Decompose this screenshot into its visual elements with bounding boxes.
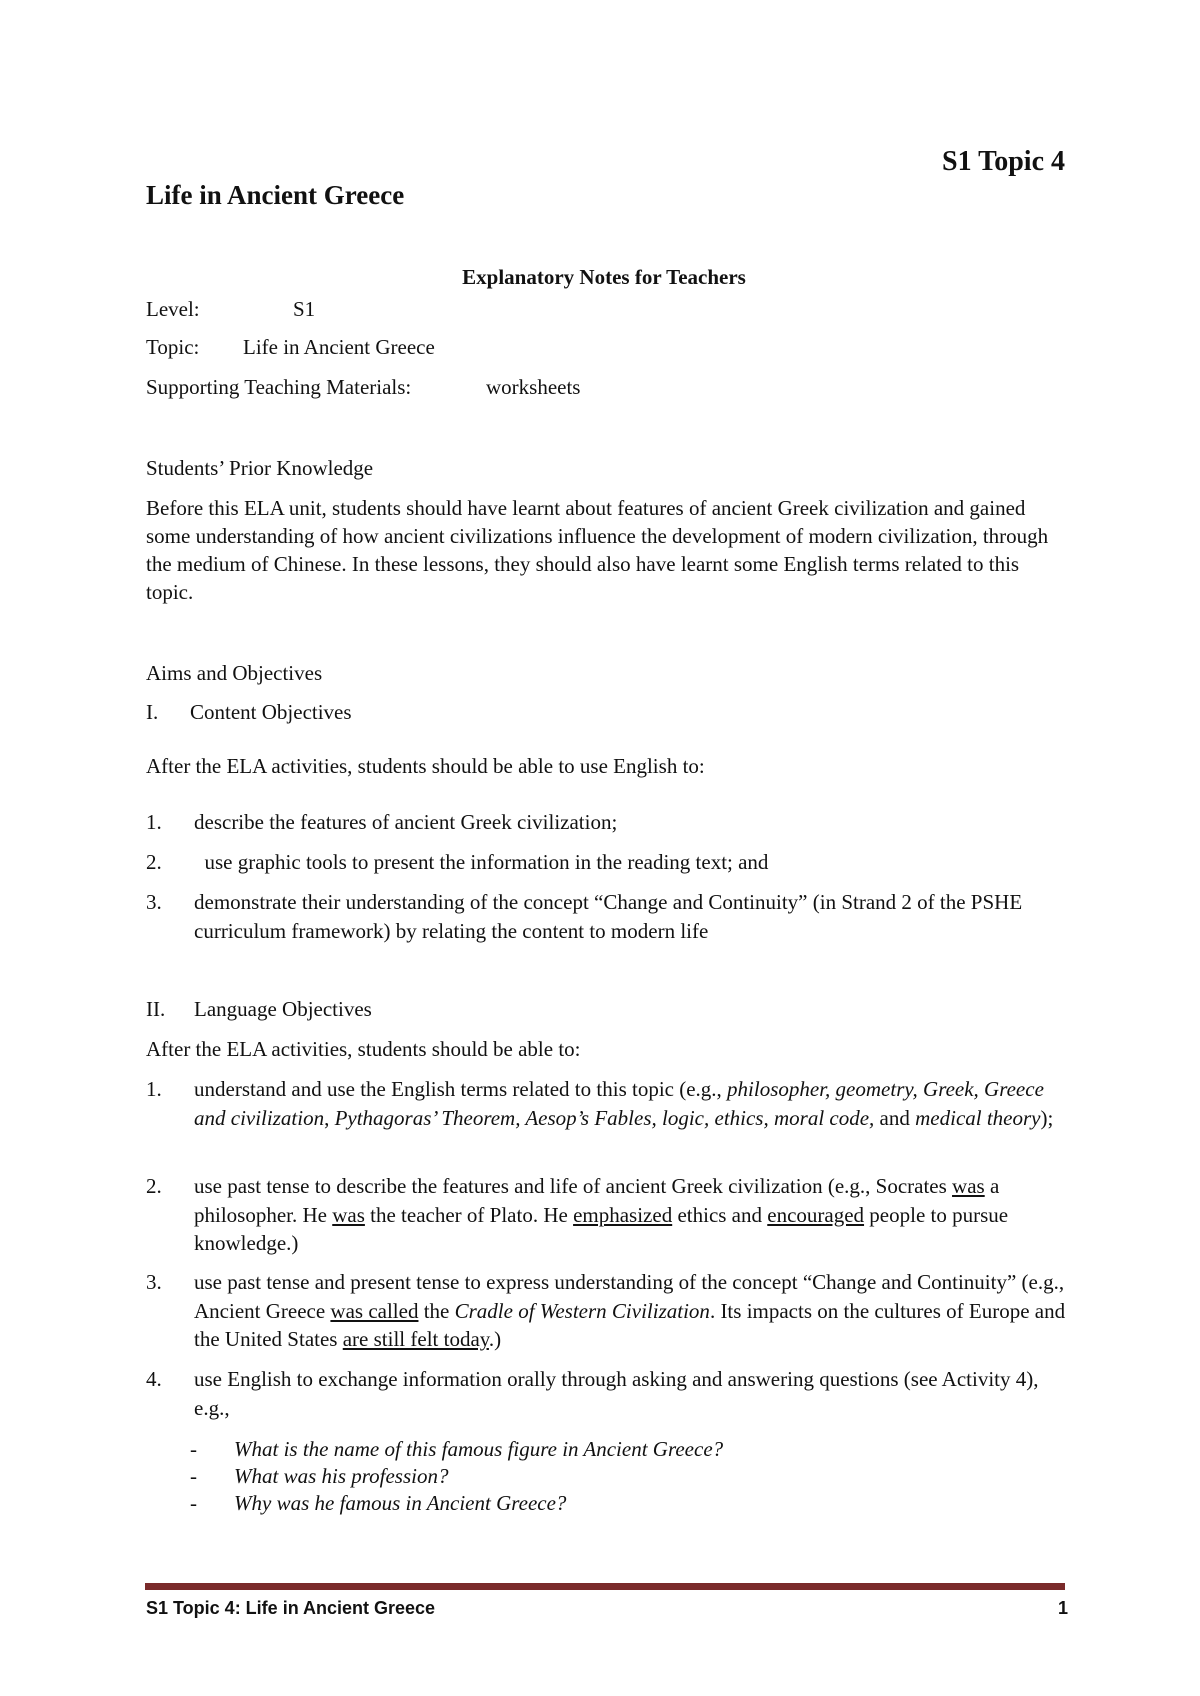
language-objectives-label: Language Objectives xyxy=(194,997,372,1021)
level-label: Level: xyxy=(146,297,200,321)
language-objectives-num: II. xyxy=(146,997,166,1021)
content-intro: After the ELA activities, students should be able to use English to: xyxy=(146,754,705,778)
content-objective-item: 2. use graphic tools to present the information in the reading text; and xyxy=(146,850,769,874)
topic-meta-label: Topic: xyxy=(146,335,200,359)
footer-title: S1 Topic 4: Life in Ancient Greece xyxy=(146,1598,436,1618)
example-question: - What is the name of this famous figure in Ancient Greece? xyxy=(190,1437,724,1461)
example-question: - What was his profession? xyxy=(190,1464,449,1488)
language-objective-item: 4. use English to exchange information orally through asking and answering questions (see Activity 4), e.g., xyxy=(146,1367,1039,1420)
materials-value: worksheets xyxy=(486,375,581,399)
content-objective-item: 1. describe the features of ancient Greek civilization; xyxy=(146,810,618,834)
level-value: S1 xyxy=(293,297,316,321)
prior-knowledge-heading: Students’ Prior Knowledge xyxy=(146,456,374,480)
materials-row xyxy=(146,375,581,400)
document-title: Life in Ancient Greece xyxy=(146,180,405,210)
content-objective-item: 3. demonstrate their understanding of the concept “Change and Continuity” (in Strand 2 of the PSHE curriculum framework) by relating the content to modern life xyxy=(146,890,1028,943)
aims-heading: Aims and Objectives xyxy=(146,661,323,685)
level-row xyxy=(146,297,316,322)
footer-rule xyxy=(145,1583,1065,1590)
prior-knowledge-paragraph: Before this ELA unit, students should have learnt about features of ancient Greek civilization and gained some understanding of how ancient civilizations influence the development of modern civilization, through the medium of Chinese. In these lessons, they should also have learnt some English terms related to this topic. xyxy=(146,496,1049,604)
topic-meta-value: Life in Ancient Greece xyxy=(243,335,435,359)
language-objective-item: 3. use past tense and present tense to express understanding of the concept “Change and Continuity” (e.g., Ancient Greece was called the Cradle of Western Civilization. Its impacts on the cultures of Europe and the United States are still felt today.) xyxy=(146,1270,1066,1351)
content-objectives-label: Content Objectives xyxy=(190,700,352,724)
example-question: - Why was he famous in Ancient Greece? xyxy=(190,1491,567,1515)
notes-heading: Explanatory Notes for Teachers xyxy=(462,265,746,289)
page-number: 1 xyxy=(1057,1598,1068,1618)
topic-row xyxy=(146,335,435,360)
content-objectives-heading xyxy=(146,700,352,725)
topic-label: S1 Topic 4 xyxy=(942,146,1065,177)
language-objectives-heading xyxy=(146,997,372,1022)
content-objectives-num: I. xyxy=(146,700,159,724)
materials-label: Supporting Teaching Materials: xyxy=(146,375,412,399)
language-objective-item: 1. understand and use the English terms related to this topic (e.g., philosopher, geometry, Greek, Greece and civilization, Pythagoras’ Theorem, Aesop’s Fables, logic, ethics, moral code, and medical theory); xyxy=(146,1077,1054,1130)
language-objective-item: 2. use past tense to describe the features and life of ancient Greek civilization (e.g., Socrates was a philosopher. He was the teacher of Plato. He emphasized ethics and encouraged people to pursue knowledge.) xyxy=(146,1174,1009,1255)
language-intro: After the ELA activities, students should be able to: xyxy=(146,1037,581,1061)
